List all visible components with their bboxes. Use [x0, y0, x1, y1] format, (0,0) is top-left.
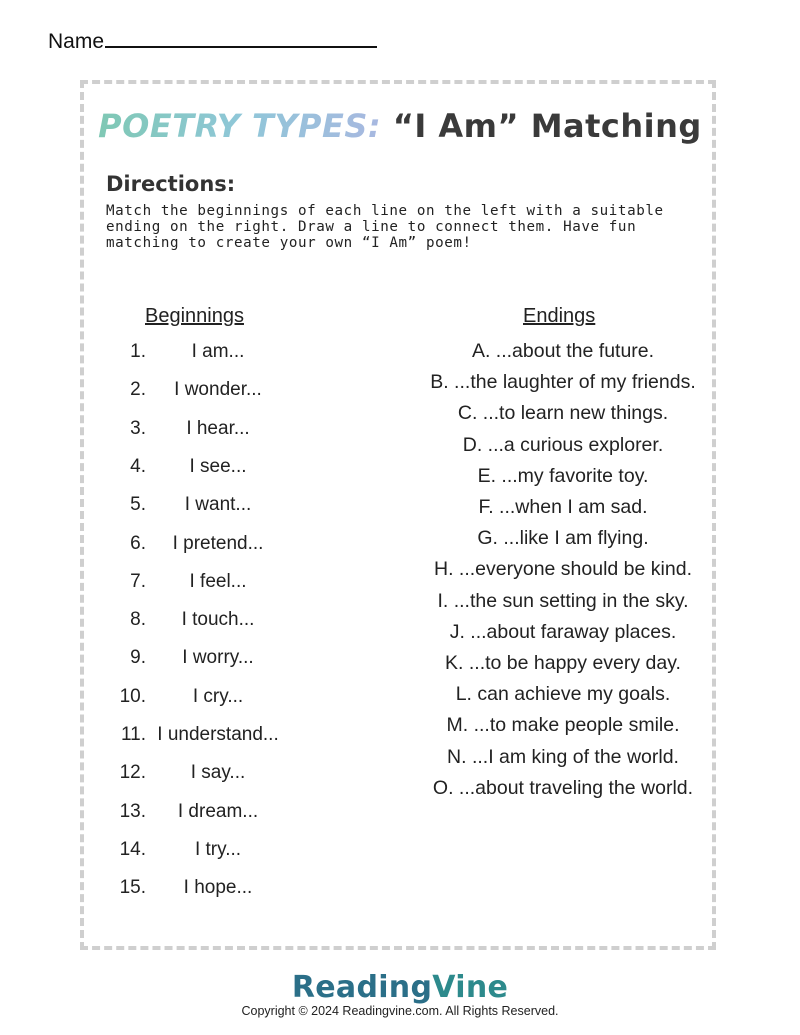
beginning-text: I feel...: [189, 570, 247, 592]
title-highlight: POETRY TYPES:: [98, 107, 382, 145]
endings-header: Endings: [523, 305, 596, 327]
beginning-text: I pretend...: [172, 532, 264, 554]
ending-item: L. can achieve my goals.: [455, 683, 671, 706]
ending-item: F. ...when I am sad.: [478, 496, 648, 519]
beginning-number: 14.: [119, 838, 146, 860]
beginning-text: I cry...: [192, 685, 244, 707]
brand-vine: Vine: [432, 970, 509, 1005]
beginnings-header: Beginnings: [145, 305, 244, 327]
beginning-number: 12.: [119, 762, 146, 784]
beginning-text: I hope...: [183, 877, 253, 899]
beginning-number: 13.: [119, 800, 146, 822]
beginning-text: I understand...: [157, 724, 279, 745]
readingvine-logo: [0, 970, 800, 1005]
beginning-text: I say...: [190, 762, 246, 784]
beginning-text: I see...: [189, 455, 247, 477]
beginning-number: 5.: [130, 494, 146, 516]
name-label: Name: [48, 30, 105, 53]
worksheet-title: [80, 107, 720, 145]
beginning-number: 1.: [130, 341, 146, 362]
endings-list: [410, 336, 716, 804]
beginning-number: 6.: [130, 532, 146, 554]
ending-item: E. ...my favorite toy.: [477, 464, 649, 487]
beginning-text: I want...: [184, 494, 252, 516]
ending-item: A. ...about the future.: [471, 340, 655, 362]
directions-heading: Directions:: [106, 172, 236, 196]
ending-item: G. ...like I am flying.: [477, 527, 649, 550]
beginning-number: 15.: [119, 877, 146, 899]
name-blank-line[interactable]: [105, 32, 377, 48]
name-field[interactable]: [48, 30, 377, 54]
directions-text: Match the beginnings of each line on the left with a suitable ending on the right. Draw a line to connect them. Have fun matching to create your own “I Am” poem!: [106, 203, 664, 251]
brand-reading: Reading: [291, 970, 433, 1005]
ending-item: K. ...to be happy every day.: [445, 652, 681, 675]
beginning-number: 7.: [130, 570, 146, 592]
ending-item: J. ...about faraway places.: [449, 620, 677, 643]
copyright-text: Copyright © 2024 Readingvine.com. All Rights Reserved.: [241, 1004, 559, 1018]
ending-item: D. ...a curious explorer.: [462, 433, 664, 456]
beginning-number: 9.: [130, 647, 146, 669]
beginning-text: I try...: [194, 838, 242, 860]
beginning-text: I hear...: [186, 417, 250, 439]
title-rest: “I Am” Matching: [381, 107, 702, 145]
ending-item: B. ...the laughter of my friends.: [430, 371, 696, 394]
beginning-text: I wonder...: [174, 379, 262, 401]
ending-item: C. ...to learn new things.: [457, 402, 669, 425]
ending-item: H. ...everyone should be kind.: [434, 558, 692, 581]
beginning-text: I am...: [191, 341, 245, 362]
beginning-number: 4.: [130, 455, 146, 477]
beginning-number: 11.: [120, 724, 146, 745]
beginning-number: 3.: [130, 417, 146, 439]
ending-item: M. ...to make people smile.: [446, 714, 680, 737]
beginning-number: 8.: [130, 609, 146, 631]
ending-item: I. ...the sun setting in the sky.: [437, 589, 689, 612]
beginning-text: I touch...: [181, 609, 255, 631]
beginning-text: I dream...: [177, 800, 259, 822]
ending-item: N. ...I am king of the world.: [447, 745, 679, 768]
beginning-number: 2.: [130, 379, 146, 401]
ending-item: O. ...about traveling the world.: [432, 776, 694, 799]
beginning-number: 10.: [119, 685, 146, 707]
beginning-text: I worry...: [182, 647, 254, 669]
